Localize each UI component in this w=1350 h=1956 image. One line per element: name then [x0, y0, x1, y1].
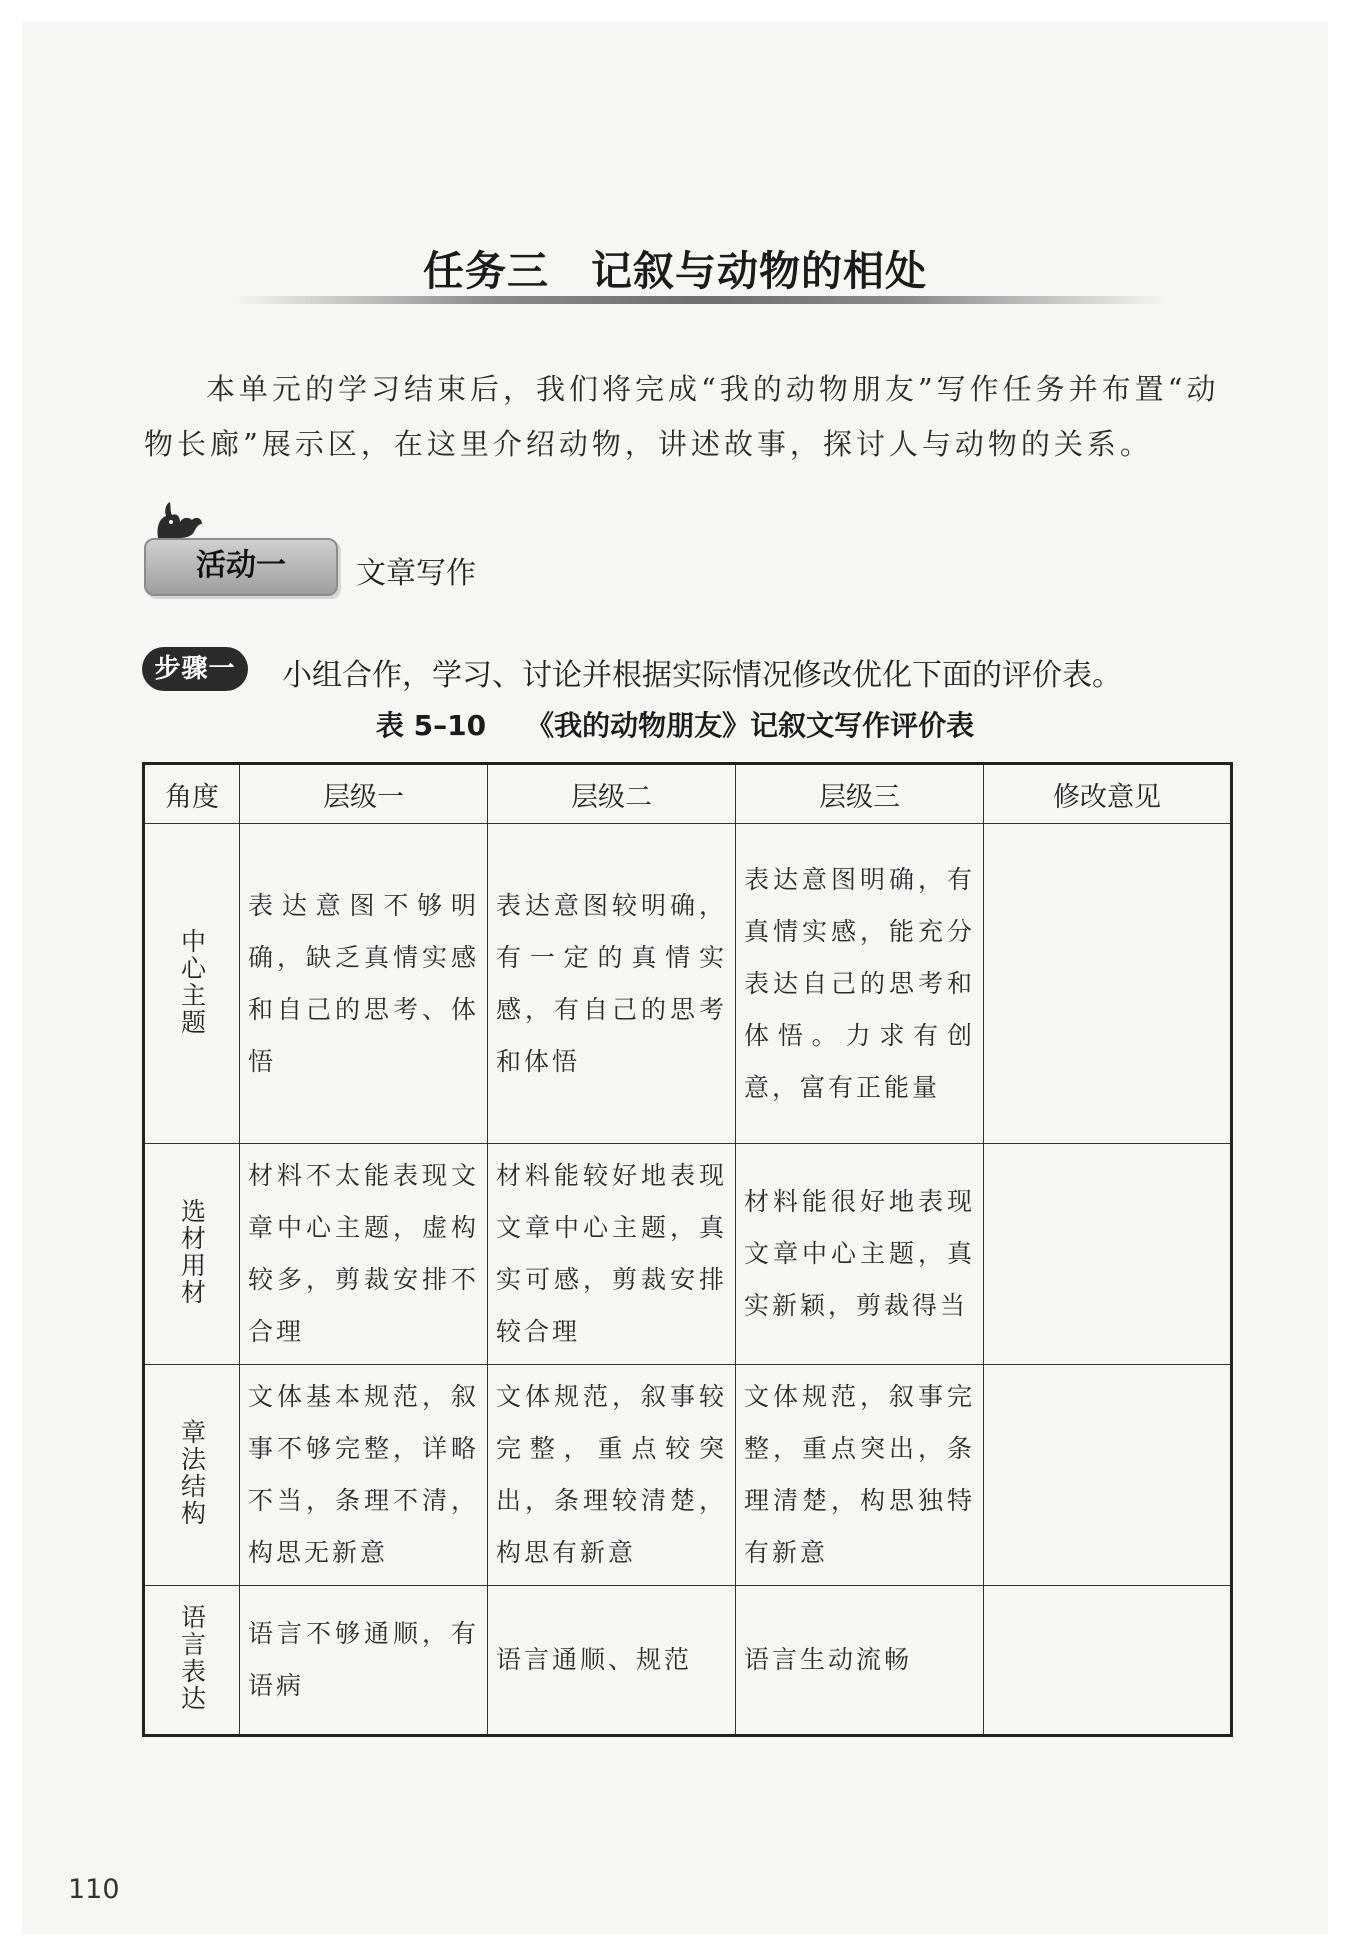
table-row [144, 1365, 1232, 1586]
title-underline [230, 296, 1170, 304]
level-two-cell: 文体规范，叙事较完整，重点较突出，条理较清楚，构思有新意 [488, 1365, 736, 1586]
table-row [144, 1586, 1232, 1736]
row-dimension-cell [144, 1586, 240, 1736]
feedback-cell[interactable] [984, 1144, 1232, 1365]
activity-badge-label: 活动一 [196, 548, 286, 583]
level-three-cell: 文体规范，叙事完整，重点突出，条理清楚，构思独特有新意 [736, 1365, 984, 1586]
level-two-cell: 语言通顺、规范 [488, 1586, 736, 1736]
squirrel-mascot-icon [152, 500, 206, 540]
level-one-cell: 语言不够通顺，有语病 [240, 1586, 488, 1736]
step-instruction: 小组合作，学习、讨论并根据实际情况修改优化下面的评价表。 [282, 658, 1122, 693]
level-one-cell: 材料不太能表现文章中心主题，虚构较多，剪裁安排不合理 [240, 1144, 488, 1365]
table-row [144, 824, 1232, 1144]
step-badge [142, 647, 248, 691]
row-dimension-label: 章法结构 [177, 1419, 207, 1527]
level-one-cell: 表达意图不够明确，缺乏真情实感和自己的思考、体悟 [240, 824, 488, 1144]
feedback-cell[interactable] [984, 1365, 1232, 1586]
header-level-two: 层级二 [488, 764, 736, 824]
evaluation-table [142, 762, 1233, 1737]
table-row [144, 1144, 1232, 1365]
level-two-cell: 表达意图较明确，有一定的真情实感，有自己的思考和体悟 [488, 824, 736, 1144]
table-caption [0, 704, 1350, 744]
row-dimension-cell [144, 1144, 240, 1365]
level-two-cell: 材料能较好地表现文章中心主题，真实可感，剪裁安排较合理 [488, 1144, 736, 1365]
feedback-cell[interactable] [984, 1586, 1232, 1736]
step-badge-label: 步骤一 [154, 654, 236, 684]
intro-paragraph: 本单元的学习结束后，我们将完成“我的动物朋友”写作任务并布置“动物长廊”展示区，在这里介绍动物，讲述故事，探讨人与动物的关系。 [144, 372, 1220, 461]
level-three-cell: 材料能很好地表现文章中心主题，真实新颖，剪裁得当 [736, 1144, 984, 1365]
header-dimension: 角度 [144, 764, 240, 824]
header-feedback: 修改意见 [984, 764, 1232, 824]
row-dimension-label: 选材用材 [177, 1198, 207, 1306]
header-level-three: 层级三 [736, 764, 984, 824]
activity-badge [144, 538, 338, 596]
feedback-cell[interactable] [984, 824, 1232, 1144]
table-caption-number: 表 5–10 [375, 709, 487, 742]
table-header-row [144, 764, 1232, 824]
activity-title: 文章写作 [356, 556, 476, 591]
row-dimension-cell [144, 1365, 240, 1586]
page-number: 110 [68, 1874, 120, 1905]
table-caption-title: 《我的动物朋友》记叙文写作评价表 [526, 709, 975, 742]
level-three-cell: 表达意图明确，有真情实感，能充分表达自己的思考和体悟。力求有创意，富有正能量 [736, 824, 984, 1144]
row-dimension-cell [144, 824, 240, 1144]
row-dimension-label: 语言表达 [177, 1604, 207, 1712]
level-one-cell: 文体基本规范，叙事不够完整，详略不当，条理不清，构思无新意 [240, 1365, 488, 1586]
page-title: 任务三 记叙与动物的相处 [423, 247, 927, 295]
row-dimension-label: 中心主题 [177, 927, 207, 1036]
header-level-one: 层级一 [240, 764, 488, 824]
level-three-cell: 语言生动流畅 [736, 1586, 984, 1736]
